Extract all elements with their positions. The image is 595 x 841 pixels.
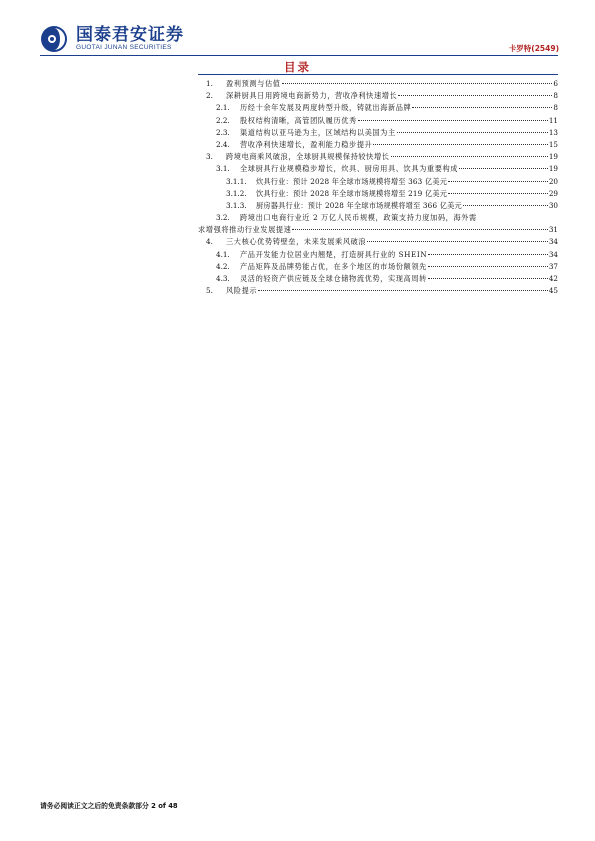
- toc-entry-page: 19: [548, 164, 558, 174]
- toc-leader-dots: [459, 168, 548, 169]
- toc-entry-number: 5.: [206, 286, 213, 296]
- toc-entry-title: 跨境出口电商行业近 2 万亿人民币规模，政策支持力度加码，海外需: [240, 213, 477, 223]
- toc-leader-dots: [391, 156, 548, 157]
- brand-logo: [40, 25, 184, 53]
- toc-entry-number: 2.3.: [216, 127, 230, 137]
- brand-name-en: GUOTAI JUNAN SECURITIES: [76, 44, 172, 51]
- toc-entry-page: 29: [548, 188, 558, 198]
- toc-entry-page: 15: [548, 139, 558, 149]
- toc-leader-dots: [358, 120, 548, 121]
- toc-entry-title: 全球厨具行业规模稳步增长，炊具、厨房用具、饮具为重要构成: [240, 164, 459, 174]
- toc-entry-title: 渠道结构以亚马逊为主，区域结构以美国为主: [240, 127, 396, 137]
- toc-entry-title: 盈利预测与估值: [226, 79, 281, 88]
- toc-entry-title: 产品开发能力位居业内翘楚，打造厨具行业的 SHEIN: [240, 249, 428, 259]
- toc-entry[interactable]: [198, 236, 558, 248]
- toc-leader-dots: [448, 181, 548, 182]
- toc-title: 目录: [284, 60, 311, 74]
- toc-entry-page: 34: [548, 249, 558, 259]
- toc-entry-page: 8: [553, 103, 558, 113]
- table-of-contents: [198, 78, 558, 297]
- toc-entry-title: 产品矩阵及品牌势能占优，在多个地区的市场份额领先: [240, 261, 427, 271]
- toc-entry-page: 45: [548, 286, 558, 296]
- brand-logo-icon: [40, 25, 70, 53]
- toc-leader-dots: [428, 266, 548, 267]
- toc-entry[interactable]: [198, 78, 558, 90]
- toc-leader-dots: [398, 95, 552, 96]
- toc-entry-page: 42: [548, 274, 558, 284]
- toc-leader-dots: [292, 229, 547, 230]
- toc-entry-page: 20: [548, 176, 558, 186]
- company-code: 卡罗特(2549): [508, 44, 559, 53]
- toc-entry-title: 跨境电商乘风破浪，全球厨具规模保持较快增长: [226, 152, 390, 162]
- toc-entry-number: 3.2.: [216, 213, 230, 223]
- toc-entry-number: 3.1.2.: [226, 188, 247, 198]
- toc-entry[interactable]: [198, 127, 558, 139]
- toc-entry-number: 3.: [206, 152, 213, 162]
- toc-entry-number: 4.2.: [216, 261, 230, 271]
- toc-entry[interactable]: [198, 261, 558, 273]
- toc-leader-dots: [428, 254, 548, 255]
- brand-name-cn: 国泰君安证券: [76, 25, 184, 45]
- toc-leader-dots: [463, 205, 548, 206]
- toc-entry-title: 灵活的轻资产供应链及全球仓储物流优势，实现高周转: [240, 274, 427, 284]
- toc-entry-page: 11: [548, 115, 558, 125]
- toc-leader-dots: [412, 107, 552, 108]
- toc-entry-title: 风险提示: [226, 286, 258, 296]
- page-header: [0, 0, 595, 60]
- toc-leader-dots: [397, 132, 548, 133]
- toc-entry[interactable]: [198, 273, 558, 285]
- toc-leader-dots: [258, 290, 548, 291]
- toc-entry-number: 2.: [206, 91, 213, 101]
- toc-entry-number: 4.3.: [216, 274, 230, 284]
- header-divider: [40, 55, 558, 56]
- toc-leader-dots: [282, 83, 553, 84]
- toc-leader-dots: [367, 241, 548, 242]
- toc-entry-number: 2.2.: [216, 115, 230, 125]
- toc-entry-title: 饮具行业：预计 2028 年全球市场规模将增至 219 亿美元: [256, 188, 448, 198]
- toc-entry-page: 30: [548, 200, 558, 210]
- toc-leader-dots: [448, 193, 548, 194]
- toc-entry[interactable]: [198, 102, 558, 114]
- toc-entry-title: 历经十余年发展及两度转型升级，铸就出海新品牌: [240, 103, 412, 113]
- toc-entry-page: 19: [548, 152, 558, 162]
- toc-entry-page: 31: [548, 225, 558, 235]
- toc-entry[interactable]: [198, 249, 558, 261]
- toc-entry-page: 37: [548, 261, 558, 271]
- toc-entry-title: 厨房器具行业：预计 2028 年全球市场规模将增至 366 亿美元: [256, 200, 462, 210]
- toc-entry-number: 2.4.: [216, 139, 230, 149]
- toc-leader-dots: [428, 278, 548, 279]
- toc-entry-number: 4.1.: [216, 249, 230, 259]
- toc-entry-number: 3.1.: [216, 164, 230, 174]
- toc-entry-number: 3.1.1.: [226, 176, 247, 186]
- toc-entry[interactable]: [198, 163, 558, 175]
- toc-entry-page: 6: [553, 79, 558, 88]
- toc-entry[interactable]: [198, 151, 558, 163]
- toc-entry-title: 炊具行业：预计 2028 年全球市场规模将增至 363 亿美元: [256, 176, 448, 186]
- toc-entry-title: 三大核心优势铸壁垒，未来发展乘风破浪: [226, 237, 367, 247]
- toc-entry-number: 3.1.3.: [226, 200, 247, 210]
- toc-entry-page: 13: [548, 127, 558, 137]
- toc-leader-dots: [373, 144, 547, 145]
- toc-entry[interactable]: [198, 90, 558, 102]
- toc-entry[interactable]: [198, 176, 558, 188]
- toc-entry-page: 34: [548, 237, 558, 247]
- footer-disclaimer: 请务必阅读正文之后的免责条款部分 2 of 48: [40, 802, 178, 810]
- toc-entry[interactable]: [198, 212, 558, 236]
- toc-entry[interactable]: [198, 285, 558, 297]
- toc-entry[interactable]: [198, 115, 558, 127]
- toc-entry-title: 股权结构清晰，高管团队履历优秀: [240, 115, 357, 125]
- toc-entry[interactable]: [198, 139, 558, 151]
- toc-entry[interactable]: [198, 188, 558, 200]
- toc-entry-page: 8: [553, 91, 558, 101]
- toc-entry-title: 营收净利快速增长，盈利能力稳步提升: [240, 139, 373, 149]
- toc-title-divider: [198, 74, 558, 75]
- toc-entry-title-continued: 求增强将推动行业发展提速: [198, 225, 292, 235]
- toc-entry-number: 4.: [206, 237, 213, 247]
- toc-entry-number: 1.: [206, 79, 213, 88]
- toc-entry-title: 深耕厨具日用跨境电商新势力，营收净利快速增长: [226, 91, 398, 101]
- toc-entry-number: 2.1.: [216, 103, 230, 113]
- toc-entry[interactable]: [198, 200, 558, 212]
